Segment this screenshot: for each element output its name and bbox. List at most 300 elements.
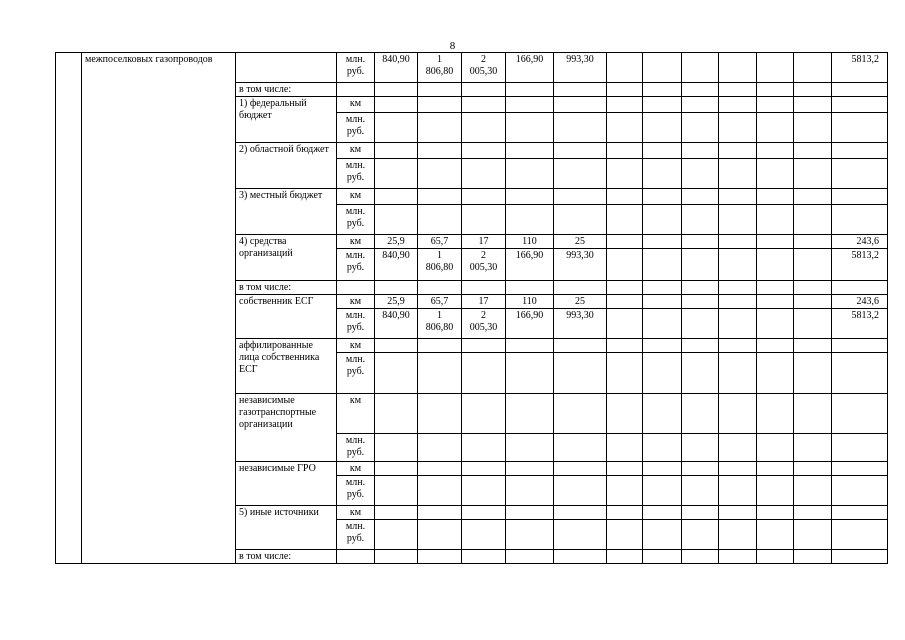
value-cell: 2 005,30: [462, 53, 506, 83]
value-cell: [643, 113, 682, 143]
value-cell: [607, 143, 643, 159]
value-cell: [375, 476, 418, 506]
value-cell: [832, 113, 888, 143]
unit-cell: млн. руб.: [337, 309, 375, 339]
value-cell: [719, 205, 757, 235]
value-cell: [794, 476, 832, 506]
value-cell: [643, 143, 682, 159]
unit-cell: млн. руб.: [337, 205, 375, 235]
source-cell: [236, 53, 337, 83]
value-cell: [757, 434, 794, 462]
value-cell: 110: [506, 235, 554, 249]
value-cell: [794, 205, 832, 235]
value-cell: [607, 353, 643, 394]
value-cell: [506, 520, 554, 550]
unit-cell: км: [337, 189, 375, 205]
value-cell: [462, 353, 506, 394]
value-cell: [757, 476, 794, 506]
value-cell: [719, 97, 757, 113]
value-cell: [757, 353, 794, 394]
source-label-cell: независимые ГРО: [236, 462, 337, 506]
value-cell: [794, 520, 832, 550]
value-cell: [757, 309, 794, 339]
value-cell: [506, 506, 554, 520]
value-cell: [375, 113, 418, 143]
value-cell: [462, 205, 506, 235]
value-cell: [554, 83, 607, 97]
value-cell: [794, 434, 832, 462]
value-cell: [794, 53, 832, 83]
value-cell: [757, 143, 794, 159]
funding-table: [55, 52, 888, 564]
value-cell: [832, 394, 888, 434]
value-cell: [682, 339, 719, 353]
value-cell: [554, 205, 607, 235]
value-cell: [418, 434, 462, 462]
value-cell: [375, 434, 418, 462]
value-cell: [607, 339, 643, 353]
value-cell: [757, 53, 794, 83]
value-cell: [643, 462, 682, 476]
value-cell: [719, 159, 757, 189]
value-cell: [757, 205, 794, 235]
source-label-cell: 2) областной бюджет: [236, 143, 337, 189]
value-cell: [794, 462, 832, 476]
value-cell: [462, 97, 506, 113]
value-cell: [757, 235, 794, 249]
value-cell: [682, 309, 719, 339]
section-heading-cell: в том числе:: [236, 550, 337, 564]
value-cell: [757, 339, 794, 353]
section-heading-cell: в том числе:: [236, 281, 337, 295]
value-cell: [418, 159, 462, 189]
value-cell: [682, 113, 719, 143]
value-cell: [643, 235, 682, 249]
unit-cell: млн. руб.: [337, 476, 375, 506]
value-cell: [719, 249, 757, 281]
unit-cell: млн. руб.: [337, 353, 375, 394]
value-cell: [607, 520, 643, 550]
value-cell: [682, 476, 719, 506]
value-cell: [794, 353, 832, 394]
value-cell: [506, 113, 554, 143]
value-cell: [607, 281, 643, 295]
unit-cell: км: [337, 143, 375, 159]
value-cell: [719, 339, 757, 353]
value-cell: [607, 506, 643, 520]
value-cell: [682, 550, 719, 564]
value-cell: [506, 550, 554, 564]
value-cell: [794, 189, 832, 205]
unit-cell: км: [337, 339, 375, 353]
unit-cell: км: [337, 295, 375, 309]
value-cell: [554, 353, 607, 394]
value-cell: [682, 462, 719, 476]
value-cell: [607, 434, 643, 462]
unit-cell: [337, 550, 375, 564]
value-cell: [832, 434, 888, 462]
value-cell: [607, 249, 643, 281]
value-cell: [719, 462, 757, 476]
value-cell: 166,90: [506, 249, 554, 281]
unit-cell: млн. руб.: [337, 159, 375, 189]
value-cell: 1 806,80: [418, 309, 462, 339]
value-cell: [375, 550, 418, 564]
value-cell: [462, 476, 506, 506]
value-cell: [607, 309, 643, 339]
object-name-cell: межпоселковых газопроводов: [82, 53, 236, 564]
unit-cell: [337, 281, 375, 295]
value-cell: [462, 394, 506, 434]
unit-cell: км: [337, 506, 375, 520]
value-cell: [418, 339, 462, 353]
value-cell: [554, 339, 607, 353]
value-cell: [719, 83, 757, 97]
value-cell: [682, 249, 719, 281]
value-cell: [554, 476, 607, 506]
value-cell: [832, 159, 888, 189]
value-cell: [794, 83, 832, 97]
value-cell: [375, 339, 418, 353]
value-cell: [682, 205, 719, 235]
value-cell: [832, 506, 888, 520]
value-cell: [554, 113, 607, 143]
value-cell: [719, 309, 757, 339]
value-cell: [506, 83, 554, 97]
value-cell: [682, 235, 719, 249]
value-cell: [506, 394, 554, 434]
value-cell: [643, 394, 682, 434]
value-cell: [418, 97, 462, 113]
value-cell: [554, 189, 607, 205]
unit-cell: [337, 83, 375, 97]
value-cell: [607, 476, 643, 506]
value-cell: 25,9: [375, 235, 418, 249]
value-cell: [643, 281, 682, 295]
value-cell: [607, 462, 643, 476]
value-cell: [554, 506, 607, 520]
value-cell: [682, 143, 719, 159]
value-cell: [719, 53, 757, 83]
value-cell: [643, 476, 682, 506]
value-cell: [719, 353, 757, 394]
value-cell: [682, 189, 719, 205]
value-cell: [418, 113, 462, 143]
value-cell: 166,90: [506, 309, 554, 339]
value-cell: [462, 143, 506, 159]
value-cell: [643, 83, 682, 97]
value-cell: [506, 205, 554, 235]
value-cell: [794, 295, 832, 309]
value-cell: [462, 506, 506, 520]
section-heading-cell: в том числе:: [236, 83, 337, 97]
value-cell: [719, 281, 757, 295]
unit-cell: км: [337, 394, 375, 434]
value-cell: [794, 113, 832, 143]
value-cell: [719, 550, 757, 564]
value-cell: [418, 394, 462, 434]
unit-cell: км: [337, 462, 375, 476]
value-cell: [794, 394, 832, 434]
value-cell: [719, 295, 757, 309]
value-cell: [506, 159, 554, 189]
value-cell: [607, 205, 643, 235]
value-cell: 1 806,80: [418, 53, 462, 83]
value-cell: [794, 143, 832, 159]
value-cell: [794, 281, 832, 295]
unit-cell: млн. руб.: [337, 113, 375, 143]
value-cell: [506, 189, 554, 205]
value-cell: 5813,2: [832, 53, 888, 83]
value-cell: [462, 550, 506, 564]
value-cell: [719, 235, 757, 249]
value-cell: [832, 339, 888, 353]
value-cell: [375, 97, 418, 113]
value-cell: [832, 143, 888, 159]
unit-cell: млн. руб.: [337, 249, 375, 281]
value-cell: [719, 434, 757, 462]
value-cell: [462, 520, 506, 550]
value-cell: [506, 143, 554, 159]
value-cell: 25,9: [375, 295, 418, 309]
value-cell: [607, 189, 643, 205]
page-number: 8: [449, 40, 456, 52]
value-cell: 25: [554, 295, 607, 309]
value-cell: [506, 353, 554, 394]
value-cell: [607, 97, 643, 113]
value-cell: [757, 506, 794, 520]
value-cell: 110: [506, 295, 554, 309]
value-cell: [554, 281, 607, 295]
value-cell: [794, 235, 832, 249]
value-cell: [554, 143, 607, 159]
value-cell: [757, 97, 794, 113]
value-cell: [607, 113, 643, 143]
value-cell: [554, 434, 607, 462]
value-cell: [643, 159, 682, 189]
value-cell: 65,7: [418, 235, 462, 249]
value-cell: [757, 159, 794, 189]
value-cell: [719, 113, 757, 143]
value-cell: [506, 281, 554, 295]
value-cell: [757, 281, 794, 295]
value-cell: [375, 394, 418, 434]
unit-cell: млн. руб.: [337, 53, 375, 83]
value-cell: [643, 249, 682, 281]
value-cell: 166,90: [506, 53, 554, 83]
value-cell: [719, 189, 757, 205]
value-cell: [375, 159, 418, 189]
value-cell: [418, 353, 462, 394]
value-cell: [682, 506, 719, 520]
value-cell: 993,30: [554, 309, 607, 339]
value-cell: [462, 83, 506, 97]
value-cell: [554, 394, 607, 434]
value-cell: [418, 520, 462, 550]
row-number-cell: [56, 53, 82, 564]
unit-cell: млн. руб.: [337, 520, 375, 550]
value-cell: [554, 462, 607, 476]
value-cell: [462, 462, 506, 476]
value-cell: [643, 550, 682, 564]
value-cell: [794, 159, 832, 189]
value-cell: [832, 281, 888, 295]
value-cell: [506, 476, 554, 506]
value-cell: [375, 281, 418, 295]
value-cell: [757, 394, 794, 434]
value-cell: [418, 462, 462, 476]
value-cell: 1 806,80: [418, 249, 462, 281]
value-cell: [506, 97, 554, 113]
value-cell: [757, 462, 794, 476]
value-cell: [719, 143, 757, 159]
value-cell: [643, 295, 682, 309]
value-cell: [682, 159, 719, 189]
value-cell: [794, 97, 832, 113]
value-cell: [607, 235, 643, 249]
value-cell: 243,6: [832, 295, 888, 309]
value-cell: 993,30: [554, 249, 607, 281]
value-cell: [643, 205, 682, 235]
value-cell: 993,30: [554, 53, 607, 83]
source-label-cell: 1) федеральный бюджет: [236, 97, 337, 143]
value-cell: [757, 520, 794, 550]
value-cell: [643, 309, 682, 339]
value-cell: [607, 394, 643, 434]
value-cell: [757, 113, 794, 143]
value-cell: [643, 434, 682, 462]
value-cell: 5813,2: [832, 309, 888, 339]
value-cell: [462, 434, 506, 462]
source-label-cell: 3) местный бюджет: [236, 189, 337, 235]
value-cell: [757, 550, 794, 564]
unit-cell: км: [337, 235, 375, 249]
value-cell: [682, 353, 719, 394]
value-cell: [462, 189, 506, 205]
unit-cell: км: [337, 97, 375, 113]
value-cell: [554, 520, 607, 550]
source-label-cell: аффилированные лица собственника ЕСГ: [236, 339, 337, 394]
source-label-cell: 5) иные источники: [236, 506, 337, 550]
value-cell: [643, 506, 682, 520]
value-cell: [554, 159, 607, 189]
value-cell: [757, 249, 794, 281]
value-cell: [375, 462, 418, 476]
value-cell: [462, 113, 506, 143]
value-cell: [643, 189, 682, 205]
value-cell: [506, 434, 554, 462]
value-cell: [719, 476, 757, 506]
value-cell: [643, 97, 682, 113]
value-cell: [794, 249, 832, 281]
value-cell: [375, 353, 418, 394]
value-cell: [682, 394, 719, 434]
value-cell: [375, 520, 418, 550]
value-cell: [757, 83, 794, 97]
value-cell: [607, 159, 643, 189]
value-cell: 65,7: [418, 295, 462, 309]
value-cell: [757, 295, 794, 309]
value-cell: [643, 339, 682, 353]
value-cell: [554, 97, 607, 113]
value-cell: [794, 550, 832, 564]
value-cell: [375, 205, 418, 235]
value-cell: 243,6: [832, 235, 888, 249]
value-cell: [682, 97, 719, 113]
value-cell: [719, 506, 757, 520]
value-cell: [682, 520, 719, 550]
value-cell: [607, 83, 643, 97]
source-label-cell: 4) средства организаций: [236, 235, 337, 281]
value-cell: [506, 462, 554, 476]
value-cell: 840,90: [375, 309, 418, 339]
value-cell: [682, 434, 719, 462]
value-cell: 2 005,30: [462, 309, 506, 339]
value-cell: [832, 83, 888, 97]
value-cell: [682, 281, 719, 295]
value-cell: [682, 53, 719, 83]
value-cell: [375, 83, 418, 97]
value-cell: 5813,2: [832, 249, 888, 281]
value-cell: [832, 189, 888, 205]
value-cell: [832, 97, 888, 113]
value-cell: [757, 189, 794, 205]
value-cell: [794, 309, 832, 339]
value-cell: [462, 281, 506, 295]
value-cell: [418, 281, 462, 295]
value-cell: [643, 53, 682, 83]
unit-cell: млн. руб.: [337, 434, 375, 462]
value-cell: [554, 550, 607, 564]
value-cell: [607, 53, 643, 83]
value-cell: [418, 205, 462, 235]
value-cell: [832, 520, 888, 550]
value-cell: 17: [462, 235, 506, 249]
value-cell: [682, 83, 719, 97]
value-cell: [719, 394, 757, 434]
value-cell: [832, 550, 888, 564]
value-cell: [506, 339, 554, 353]
value-cell: 840,90: [375, 53, 418, 83]
value-cell: [462, 159, 506, 189]
value-cell: [607, 550, 643, 564]
value-cell: [794, 506, 832, 520]
value-cell: [418, 189, 462, 205]
source-label-cell: собственник ЕСГ: [236, 295, 337, 339]
value-cell: [794, 339, 832, 353]
value-cell: 25: [554, 235, 607, 249]
value-cell: 17: [462, 295, 506, 309]
value-cell: [643, 353, 682, 394]
value-cell: [375, 143, 418, 159]
source-label-cell: независимые газотранспортные организации: [236, 394, 337, 462]
value-cell: [832, 205, 888, 235]
value-cell: [832, 353, 888, 394]
value-cell: [418, 476, 462, 506]
value-cell: [418, 506, 462, 520]
value-cell: [375, 506, 418, 520]
value-cell: [643, 520, 682, 550]
value-cell: [462, 339, 506, 353]
value-cell: [418, 83, 462, 97]
value-cell: 840,90: [375, 249, 418, 281]
value-cell: [418, 143, 462, 159]
value-cell: [719, 520, 757, 550]
value-cell: 2 005,30: [462, 249, 506, 281]
value-cell: [832, 476, 888, 506]
value-cell: [418, 550, 462, 564]
value-cell: [375, 189, 418, 205]
